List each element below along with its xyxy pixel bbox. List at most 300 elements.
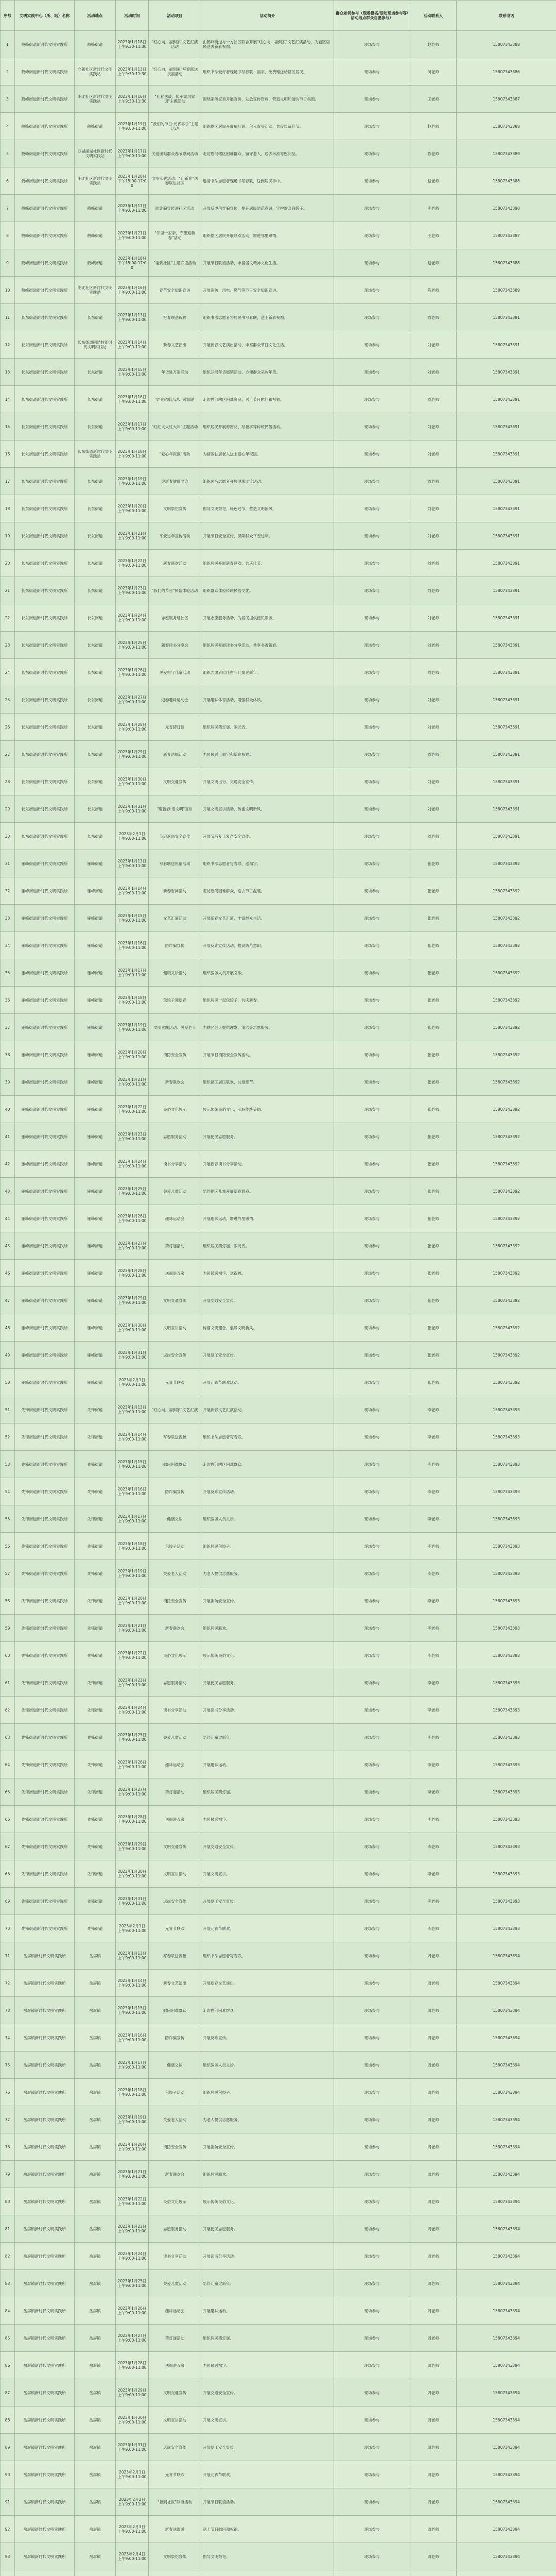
cell-phone: 15807343392 [457,1123,556,1150]
cell-project: 读书分享活动 [149,2243,201,2270]
cell-contact: 李老师 [410,1478,457,1505]
cell-index: 1 [1,31,15,58]
cell-time: 2023年1月31日上午9:00-11:00 [116,795,149,823]
cell-location: 岳屏镇 [75,2379,116,2406]
table-row [1,1778,556,1806]
cell-project: "红红火火过大年"主题活动 [149,413,201,440]
cell-index: 39 [1,1069,15,1096]
cell-participation: 现场参与 [334,604,410,632]
table-row [1,905,556,932]
cell-participation: 现场参与 [334,1505,410,1533]
cell-center-name: 岳屏镇新时代文明实践所 [15,2188,75,2215]
cell-time: 2023年1月15日上午9:00-11:00 [116,905,149,932]
cell-contact: 刘老师 [410,359,457,386]
cell-project: 文明宣讲活动 [149,1314,201,1342]
table-row [1,959,556,987]
cell-project: 趣味运动会 [149,1751,201,1778]
cell-phone: 15807343394 [457,2543,556,2570]
cell-center-name: 雁峰街道新时代文明实践所 [15,905,75,932]
cell-project: 猜灯谜活动 [149,2325,201,2352]
cell-index: 68 [1,1860,15,1888]
table-row [1,1423,556,1451]
cell-center-name: 长东街道新时代文明实践所 [15,440,75,468]
cell-contact: 赵老师 [410,249,457,277]
cell-location: 先锋街道 [75,1533,116,1560]
cell-participation: 现场参与 [334,632,410,659]
cell-participation: 现场参与 [334,1069,410,1096]
cell-time: 2023年1月22日上午9:00-11:00 [116,1096,149,1123]
cell-participation: 现场参与 [334,1915,410,1942]
cell-time: 2023年1月30日上午9:00-11:00 [116,1860,149,1888]
table-row [1,1178,556,1205]
cell-time: 2023年1月26日上午9:00-11:00 [116,659,149,686]
cell-contact: 刘老师 [410,604,457,632]
table-row [1,249,556,277]
cell-time: 2023年1月30日上午9:00-11:00 [116,768,149,795]
cell-time: 2023年1月30日上午9:00-11:00 [116,1314,149,1342]
cell-time: 2023年1月16日上午9:00-11:00 [116,932,149,959]
cell-location: 鹤峰街道 [75,249,116,277]
cell-phone: 15807343393 [457,1724,556,1751]
cell-contact: 刘老师 [410,331,457,359]
cell-center-name: 岳屏镇新时代文明实践所 [15,2215,75,2243]
table-row [1,167,556,195]
cell-contact: 周老师 [410,2161,457,2188]
cell-time: 2023年1月13日上午9:00-11:00 [116,1396,149,1423]
cell-contact: 刘老师 [410,768,457,795]
table-row [1,2543,556,2570]
cell-index: 31 [1,850,15,877]
cell-participation: 现场参与 [334,331,410,359]
cell-contact: 赵老师 [410,167,457,195]
cell-description: 开展反诈宣传活动。 [201,1478,334,1505]
table-row [1,331,556,359]
cell-time: 2023年1月13日上午9:00-11:00 [116,1942,149,1970]
cell-location: 先锋街道 [75,1642,116,1669]
cell-project: "红心向，福到家"文艺汇演 [149,1396,201,1423]
table-row [1,987,556,1014]
cell-center-name: 岳屏镇新时代文明实践所 [15,2488,75,2516]
cell-time: 2023年1月27日上午9:00-11:00 [116,1778,149,1806]
cell-location: 长东街道 [75,386,116,413]
cell-description: 开展节后复工复产安全宣传。 [201,823,334,850]
cell-project: 写春联送祝福 [149,1942,201,1970]
cell-contact: 张老师 [410,987,457,1014]
cell-participation: 现场参与 [334,2243,410,2270]
cell-location: 岳屏镇 [75,2161,116,2188]
cell-center-name: 长东街道新时代文明实践所 [15,604,75,632]
cell-location: 岳屏镇 [75,1970,116,1997]
cell-center-name: 雁峰街道新时代文明实践所 [15,1069,75,1096]
cell-time: 2023年1月18日下午15:00-17:00 [116,249,149,277]
cell-time: 2023年1月28日上午9:00-11:00 [116,714,149,741]
table-row [1,1751,556,1778]
table-row [1,2325,556,2352]
cell-project: 新春文艺演出 [149,1970,201,1997]
cell-project: "红心向，福到家"文艺汇演活动 [149,31,201,58]
cell-time: 2023年1月18日上午9:00-11:00 [116,2079,149,2106]
cell-location: 雁峰街道 [75,850,116,877]
cell-contact: 张老师 [410,1069,457,1096]
cell-contact: 周老师 [410,2325,457,2352]
cell-participation: 现场参与 [334,2161,410,2188]
cell-time: 2023年1月19日上午9:00-11:00 [116,2106,149,2133]
cell-project: 防诈骗宣传 [149,2024,201,2052]
table-row [1,741,556,768]
cell-index: 15 [1,413,15,440]
cell-location: 长东街道团结村新时代文明实践站 [75,331,116,359]
cell-center-name: 长东街道新时代文明实践所 [15,468,75,495]
cell-project: 文明交通宣传 [149,768,201,795]
cell-time: 2023年1月19日上午9:00-11:00 [116,113,149,140]
cell-time: 2023年1月17日上午9:00-11:00 [116,413,149,440]
cell-contact: 李老师 [410,1724,457,1751]
cell-index: 65 [1,1778,15,1806]
cell-project: 文明祭祀宣传 [149,2543,201,2570]
cell-description: 开展复工安全宣传。 [201,1342,334,1369]
cell-center-name: 岳屏镇新时代文明实践所 [15,2543,75,2570]
cell-time: 2023年1月13日上午9:00-11:00 [116,304,149,331]
cell-index: 77 [1,2106,15,2133]
cell-center-name: 岳屏镇新时代文明实践所 [15,2161,75,2188]
cell-phone: 15807343392 [457,1041,556,1069]
cell-time: 2023年1月17日上午9:00-11:00 [116,195,149,222]
cell-contact: 周老师 [410,2243,457,2270]
cell-center-name: 岳屏镇新时代文明实践所 [15,2052,75,2079]
cell-center-name: 先锋街道新时代文明实践所 [15,1915,75,1942]
cell-index: 7 [1,195,15,222]
table-row [1,1615,556,1642]
header-description: 活动简介 [201,1,334,31]
cell-description: 倡导文明祭祀。 [201,2543,334,2570]
cell-contact: 周老师 [410,2052,457,2079]
table-row [1,31,556,58]
cell-participation: 现场参与 [334,304,410,331]
cell-time: 2023年1月25日上午9:00-11:00 [116,2270,149,2297]
cell-description: 开展读书分享活动。 [201,1697,334,1724]
cell-participation: 现场参与 [334,741,410,768]
cell-index: 88 [1,2406,15,2434]
table-row [1,2270,556,2297]
cell-participation: 现场参与 [334,2106,410,2133]
cell-time: 2023年1月19日上午9:00-11:00 [116,1560,149,1587]
cell-index: 44 [1,1205,15,1232]
cell-phone: 15807343394 [457,2406,556,2434]
cell-location: 岳屏镇 [75,2024,116,2052]
cell-contact: 李老师 [410,1669,457,1697]
cell-index: 73 [1,1997,15,2024]
cell-time: 2023年2月4日上午9:00-11:00 [116,2543,149,2570]
table-row [1,2516,556,2543]
cell-description: 组织医务人员义诊。 [201,1505,334,1533]
cell-index: 34 [1,932,15,959]
header-location: 活动地点 [75,1,116,31]
cell-phone: 15807343393 [457,1833,556,1860]
cell-phone: 15807343392 [457,1150,556,1178]
cell-description: 组织居民包饺子。 [201,1533,334,1560]
table-row [1,1669,556,1697]
cell-participation: 现场参与 [334,1642,410,1669]
cell-description: 倡导文明祭祀、绿色过节，营造文明新风。 [201,495,334,522]
cell-phone: 15807343392 [457,1369,556,1396]
table-row [1,2488,556,2516]
table-row [1,1369,556,1396]
cell-index: 63 [1,1724,15,1751]
cell-phone: 15807343393 [457,1751,556,1778]
cell-participation: 现场参与 [334,1014,410,1041]
cell-description: 邀请书法志愿者现场书写春联，送到居民手中。 [201,167,334,195]
cell-time: 2023年1月27日上午9:00-11:00 [116,1232,149,1260]
cell-location: 长东街道 [75,550,116,577]
cell-project: 防诈骗宣传 [149,1478,201,1505]
header-index: 序号 [1,1,15,31]
table-row [1,2461,556,2488]
cell-center-name: 岳屏镇新时代文明实践所 [15,2461,75,2488]
cell-phone: 15807343388 [457,167,556,195]
cell-phone: 15807343394 [457,2297,556,2325]
cell-participation: 现场参与 [334,1314,410,1342]
cell-participation: 现场参与 [334,386,410,413]
cell-index: 57 [1,1560,15,1587]
cell-project: 志愿服务活动 [149,1123,201,1150]
cell-participation: 现场参与 [334,1150,410,1178]
header-contact: 活动联系人 [410,1,457,31]
cell-contact: 周老师 [410,2133,457,2161]
cell-phone: 15807343392 [457,987,556,1014]
cell-project: 文明实践活动："迎新春"送春联进社区 [149,167,201,195]
cell-index: 82 [1,2243,15,2270]
cell-time: 2023年1月18日上午9:00-11:00 [116,987,149,1014]
cell-description: 开展文明宣讲。 [201,2406,334,2434]
table-row [1,714,556,741]
cell-phone: 15807343388 [457,249,556,277]
cell-location: 鹤峰街道 [75,31,116,58]
cell-location: 长东街道 [75,604,116,632]
cell-contact: 李老师 [410,1915,457,1942]
cell-contact: 李老师 [410,1587,457,1615]
cell-description: 陪伴辖区儿童开展新春游戏。 [201,1178,334,1205]
cell-phone: 15807343394 [457,2161,556,2188]
table-row [1,1478,556,1505]
cell-phone: 15807343391 [457,659,556,686]
cell-time: 2023年1月29日上午9:00-11:00 [116,2379,149,2406]
cell-project: 新春联欢活动 [149,550,201,577]
cell-index: 18 [1,495,15,522]
cell-description: 开展趣味运动。 [201,1751,334,1778]
table-row [1,1697,556,1724]
cell-project: 猜灯谜活动 [149,1778,201,1806]
cell-contact: 李老师 [410,1533,457,1560]
cell-center-name: 雁峰街道新时代文明实践所 [15,1369,75,1396]
table-row [1,1724,556,1751]
cell-description: 组织书法志愿者写春联。 [201,1423,334,1451]
cell-time: 2023年1月29日上午9:00-11:00 [116,741,149,768]
cell-description [201,2570,334,2576]
cell-location: 先锋街道 [75,1915,116,1942]
cell-time: 2023年1月26日上午9:00-11:00 [116,1751,149,1778]
cell-contact: 张老师 [410,1096,457,1123]
table-row [1,1915,556,1942]
cell-description: 组织居民开展剪窗花、写福字等传统民俗活动。 [201,413,334,440]
cell-index: 22 [1,604,15,632]
cell-location: 先锋街道 [75,1833,116,1860]
cell-center-name: 长东街道新时代文明实践所 [15,550,75,577]
cell-participation: 现场参与 [334,987,410,1014]
cell-phone: 15807343394 [457,2270,556,2297]
cell-time: 2023年2月3日上午9:00-11:00 [116,2516,149,2543]
cell-index: 13 [1,359,15,386]
cell-contact: 周老师 [410,1970,457,1997]
table-row [1,2570,556,2576]
cell-time: 2023年1月29日上午9:00-11:00 [116,1833,149,1860]
table-row [1,413,556,440]
cell-participation: 现场参与 [334,1369,410,1396]
cell-participation: 现场参与 [334,2516,410,2543]
cell-phone: 15807343392 [457,1232,556,1260]
cell-time: 2023年1月28日上午9:00-11:00 [116,1260,149,1287]
cell-participation: 现场参与 [334,1342,410,1369]
cell-description: 开展节日消防安全宣传活动。 [201,1041,334,1069]
cell-time: 2023年1月22日上午9:00-11:00 [116,1642,149,1669]
cell-phone [457,2570,556,2576]
cell-project: 趣味运动会 [149,2297,201,2325]
cell-location: 雁峰街道 [75,1069,116,1096]
table-row [1,2133,556,2161]
cell-description: 走访慰问辖区困难群众。 [201,1451,334,1478]
cell-description: 为居民送福字、送祝福。 [201,1260,334,1287]
cell-center-name: 岳屏镇新时代文明实践所 [15,2079,75,2106]
cell-contact: 李老师 [410,1751,457,1778]
cell-contact: 刘老师 [410,795,457,823]
cell-contact: 张老师 [410,1123,457,1150]
table-row [1,1970,556,1997]
cell-description: 开展新春文艺汇演活动。 [201,1396,334,1423]
header-project: 活动项目 [149,1,201,31]
cell-location: 岳屏镇 [75,2270,116,2297]
cell-description: 组织开展年货展销活动，方便群众采购年货。 [201,359,334,386]
cell-time: 2023年1月16日上午9:00-11:00 [116,1478,149,1505]
cell-project: 送福进万家 [149,1806,201,1833]
cell-participation: 现场参与 [334,1041,410,1069]
cell-center-name: 长东街道新时代文明实践所 [15,522,75,550]
cell-index: 61 [1,1669,15,1697]
cell-phone: 15807343394 [457,2379,556,2406]
cell-phone: 15807343392 [457,905,556,932]
cell-center-name: 鹤峰街道新时代文明实践所 [15,86,75,113]
cell-time: 2023年1月20日上午9:00-11:00 [116,2133,149,2161]
cell-time: 2023年1月18日上午9:00-11:00 [116,1533,149,1560]
cell-project: 文明实践活动：送温暖 [149,386,201,413]
cell-phone: 15807343392 [457,932,556,959]
cell-project: 新春送福活动 [149,741,201,768]
cell-time: 2023年1月17日上午9:00-11:00 [116,1505,149,1533]
cell-description: 开展新春文艺汇演，丰富群众生活。 [201,905,334,932]
cell-location: 湖北社区新时代文明实践站 [75,86,116,113]
cell-participation: 现场参与 [334,195,410,222]
cell-participation: 现场参与 [334,659,410,686]
cell-center-name: 岳屏镇新时代文明实践所 [15,2352,75,2379]
cell-contact [410,2570,457,2576]
cell-time: 2023年1月24日上午9:00-11:00 [116,2243,149,2270]
cell-contact: 刘老师 [410,304,457,331]
cell-description: 开展新春读书分享活动。 [201,1150,334,1178]
cell-index: 29 [1,795,15,823]
cell-contact: 张老师 [410,959,457,987]
cell-contact: 李老师 [410,1615,457,1642]
cell-center-name: 雁峰街道新时代文明实践所 [15,1205,75,1232]
cell-center-name: 长东街道新时代文明实践所 [15,823,75,850]
cell-participation: 现场参与 [334,768,410,795]
cell-location: 湖北社区新时代文明实践站 [75,167,116,195]
cell-center-name: 先锋街道新时代文明实践所 [15,1860,75,1888]
cell-time: 2023年1月21日上午9:00-11:00 [116,522,149,550]
cell-phone: 15807343391 [457,468,556,495]
cell-center-name: 岳屏镇新时代文明实践所 [15,2434,75,2461]
cell-phone: 15807343393 [457,1423,556,1451]
cell-project: 文明实践活动：关爱老人 [149,1014,201,1041]
table-row [1,632,556,659]
cell-project: 关爱老人活动 [149,1560,201,1587]
cell-description: 开展新春文艺演出。 [201,1970,334,1997]
cell-index: 35 [1,959,15,987]
cell-location: 雁峰街道 [75,1096,116,1123]
cell-participation: 现场参与 [334,31,410,58]
cell-project: 写春联送祝福 [149,304,201,331]
header-participation: 群众如何参与（现场报名/活动现场参与等/活动地点群众自愿参与） [334,1,410,31]
header-center-name: 文明实践中心（所、站）名称 [15,1,75,31]
cell-description: 开展元宵节联欢活动。 [201,1369,334,1396]
cell-location: 先锋街道 [75,1751,116,1778]
table-row [1,1014,556,1041]
cell-index: 25 [1,686,15,714]
cell-project: "迎春送暖、传承家风家训"主题活动 [149,86,201,113]
cell-time: 2023年1月17日上午9:00-11:00 [116,959,149,987]
cell-contact: 周老师 [410,2434,457,2461]
cell-index: 64 [1,1751,15,1778]
cell-phone: 15807343393 [457,1396,556,1423]
cell-center-name: 先锋街道新时代文明实践所 [15,1833,75,1860]
cell-project: 民俗文化展示 [149,2188,201,2215]
cell-project: 文明祭祀宣传 [149,495,201,522]
cell-description: 开展新春文艺演出活动，丰富群众节日文化生活。 [201,331,334,359]
cell-contact: 陈老师 [410,277,457,304]
cell-index: 85 [1,2325,15,2352]
cell-location: 湖北社区新时代文明实践站 [75,277,116,304]
table-row [1,2297,556,2325]
cell-project: 志愿服务进社区 [149,604,201,632]
cell-index: 75 [1,2052,15,2079]
cell-time: 2023年1月17日上午9:00-11:00 [116,2052,149,2079]
cell-contact: 张老师 [410,905,457,932]
cell-phone: 15807343393 [457,1860,556,1888]
table-row [1,2161,556,2188]
cell-time: 2023年1月27日上午9:00-11:00 [116,2325,149,2352]
cell-participation: 现场参与 [334,1806,410,1833]
header-time: 活动时间 [116,1,149,31]
cell-center-name: 长东街道新时代文明实践所 [15,659,75,686]
cell-phone: 15807343391 [457,577,556,604]
cell-description: 走访慰问困难群众，送去节日温暖。 [201,877,334,905]
cell-description: 开展节日安全宣传，保障群众平安过年。 [201,522,334,550]
cell-center-name: 长东街道新时代文明实践所 [15,686,75,714]
cell-center-name: 先锋街道新时代文明实践所 [15,1560,75,1587]
cell-index: 91 [1,2488,15,2516]
cell-location: 长东街道 [75,768,116,795]
cell-project: 送福进万家 [149,1260,201,1287]
cell-phone: 15807343394 [457,2243,556,2270]
cell-description: 组织医务人员开展义诊。 [201,959,334,987]
cell-index: 6 [1,167,15,195]
